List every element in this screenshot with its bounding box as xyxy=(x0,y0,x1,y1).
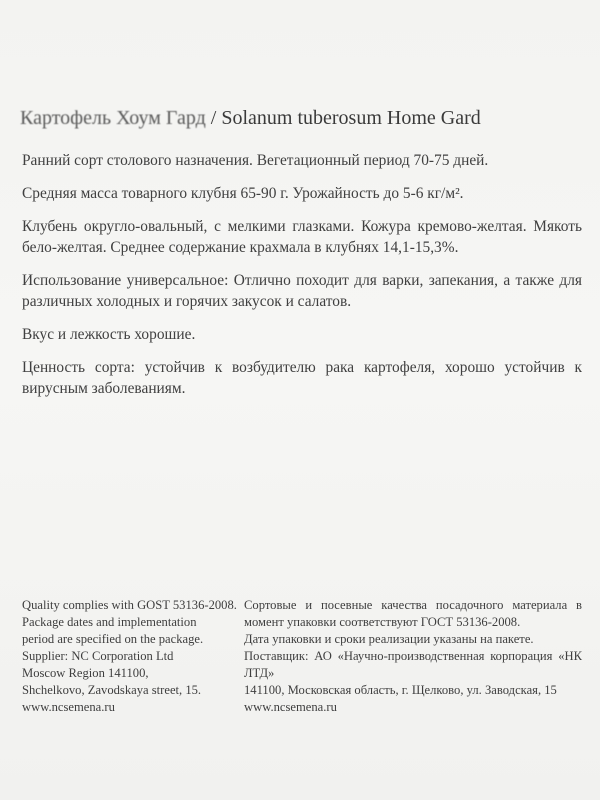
footer-line: Сортовые и посевные качества посадочного материала в момент упаковки соответствуют ГОСТ 53136-2008. xyxy=(244,598,582,629)
description xyxy=(22,150,582,411)
product-title xyxy=(20,106,590,130)
title-latin: Solanum tuberosum Home Gard xyxy=(221,107,481,129)
footer-line: Supplier: NC Corporation Ltd xyxy=(22,649,174,663)
description-paragraph: Клубень округло-овальный, с мелкими глазками. Кожура кремово-желтая. Мякоть бело-желтая. Среднее содержание крахмала в клубнях 14,1-15,3%. xyxy=(22,218,582,256)
footer-line: period are specified on the package. xyxy=(22,632,204,646)
footer-website: www.ncsemena.ru xyxy=(244,700,337,714)
description-paragraph: Использование универсальное: Отлично походит для варки, запекания, а также для различных холодных и горячих закусок и салатов. xyxy=(22,272,582,310)
footer-line: Shchelkovo, Zavodskaya street, 15. xyxy=(22,683,202,697)
title-separator: / xyxy=(205,107,222,129)
footer-line: Package dates and implementation xyxy=(22,615,197,629)
footer-website: www.ncsemena.ru xyxy=(22,700,115,714)
footer-english xyxy=(22,597,244,716)
title-russian: Картофель Хоум Гард xyxy=(20,107,206,129)
footer-line: Дата упаковки и сроки реализации указаны на пакете. xyxy=(244,632,534,646)
footer xyxy=(22,597,582,716)
footer-line: 141100, Московская область, г. Щелково, ул. Заводская, 15 xyxy=(244,683,557,697)
description-paragraph: Средняя масса товарного клубня 65-90 г. Урожайность до 5-6 кг/м². xyxy=(22,185,464,202)
footer-line: Поставщик: АО «Научно-производственная корпорация «НК ЛТД» xyxy=(244,649,582,680)
footer-russian xyxy=(244,597,582,716)
description-paragraph: Вкус и лежкость хорошие. xyxy=(22,326,196,343)
description-paragraph: Ценность сорта: устойчив к возбудителю рака картофеля, хорошо устойчив к вирусным заболеваниям. xyxy=(22,359,582,397)
footer-line: Quality complies with GOST 53136-2008. xyxy=(22,598,237,612)
footer-line: Moscow Region 141100, xyxy=(22,666,149,680)
description-paragraph: Ранний сорт столового назначения. Вегетационный период 70-75 дней. xyxy=(22,152,489,169)
